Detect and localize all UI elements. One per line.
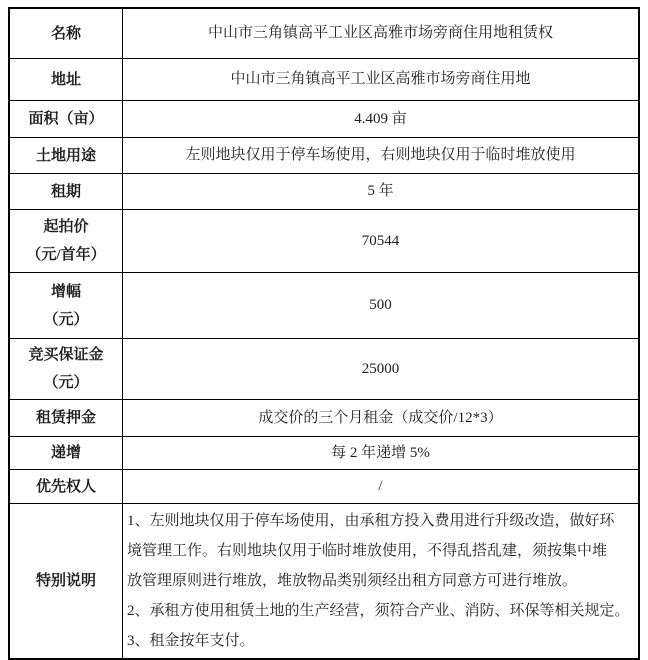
special-note-line: 2、承租方使用租赁土地的生产经营，须符合产业、消防、环保等相关规定。 <box>127 603 630 619</box>
row-priority-holder <box>9 470 639 504</box>
row-special-notes-label <box>9 504 123 660</box>
row-label-text: 增幅 <box>50 283 81 300</box>
row-label-unit: （元/首年） <box>26 247 106 263</box>
land-lease-info-table <box>8 7 640 660</box>
row-bid-increment-label <box>9 273 123 339</box>
row-special-notes <box>9 504 639 660</box>
row-starting-price-label <box>9 210 123 273</box>
special-note-line: 境管理工作。右则地块仅用于临时堆放使用，不得乱搭乱建，须按集中堆 <box>127 543 608 559</box>
row-label-text: 特别说明 <box>35 573 96 589</box>
row-lease-term-value: 5 年 <box>123 174 640 210</box>
row-label-text: 土地用途 <box>35 147 96 164</box>
row-address-label <box>9 59 123 101</box>
row-starting-price <box>9 210 639 273</box>
row-label-text: 递增 <box>50 445 81 461</box>
row-bid-increment-value: 500 <box>123 273 640 339</box>
row-label-text: 地址 <box>50 71 81 88</box>
row-rental-deposit <box>9 400 639 437</box>
row-priority-holder-value: / <box>123 470 640 504</box>
row-label-text: 优先权人 <box>35 478 96 495</box>
row-escalation-label <box>9 437 123 470</box>
row-label-text: 租赁押金 <box>35 410 96 426</box>
row-label-unit: （元） <box>43 375 89 391</box>
row-escalation <box>9 437 639 470</box>
row-name-label <box>9 8 123 59</box>
row-priority-holder-label <box>9 470 123 504</box>
row-bid-deposit <box>9 339 639 400</box>
row-area <box>9 101 639 138</box>
row-rental-deposit-value: 成交价的三个月租金（成交价/12*3） <box>123 400 640 437</box>
row-area-label <box>9 101 123 138</box>
row-lease-term <box>9 174 639 210</box>
row-escalation-value: 每 2 年递增 5% <box>123 437 640 470</box>
row-starting-price-value: 70544 <box>123 210 640 273</box>
row-lease-term-label <box>9 174 123 210</box>
row-label-text: 竞买保证金 <box>28 347 104 363</box>
row-address <box>9 59 639 101</box>
row-bid-increment <box>9 273 639 339</box>
row-name <box>9 8 639 59</box>
special-note-line: 3、租金按年支付。 <box>127 633 255 649</box>
special-note-line: 1、左则地块仅用于停车场使用，由承租方投入费用进行升级改造，做好环 <box>127 513 615 529</box>
row-land-use-value: 左则地块仅用于停车场使用，右则地块仅用于临时堆放使用 <box>123 138 640 174</box>
row-label-text: 起拍价 <box>43 219 89 235</box>
row-name-value: 中山市三角镇高平工业区高雅市场旁商住用地租赁权 <box>123 8 640 59</box>
row-rental-deposit-label <box>9 400 123 437</box>
row-label-unit: （元） <box>43 311 89 328</box>
row-area-value: 4.409 亩 <box>123 101 640 138</box>
row-label-text: 名称 <box>50 25 81 42</box>
row-bid-deposit-value: 25000 <box>123 339 640 400</box>
row-special-notes-value <box>123 504 640 660</box>
special-note-line: 放管理原则进行堆放，堆放物品类别须经出租方同意方可进行堆放。 <box>127 573 578 589</box>
row-land-use <box>9 138 639 174</box>
row-land-use-label <box>9 138 123 174</box>
row-label-text: 租期 <box>50 183 81 200</box>
row-address-value: 中山市三角镇高平工业区高雅市场旁商住用地 <box>123 59 640 101</box>
row-label-text: 面积（亩） <box>28 111 104 127</box>
row-bid-deposit-label <box>9 339 123 400</box>
